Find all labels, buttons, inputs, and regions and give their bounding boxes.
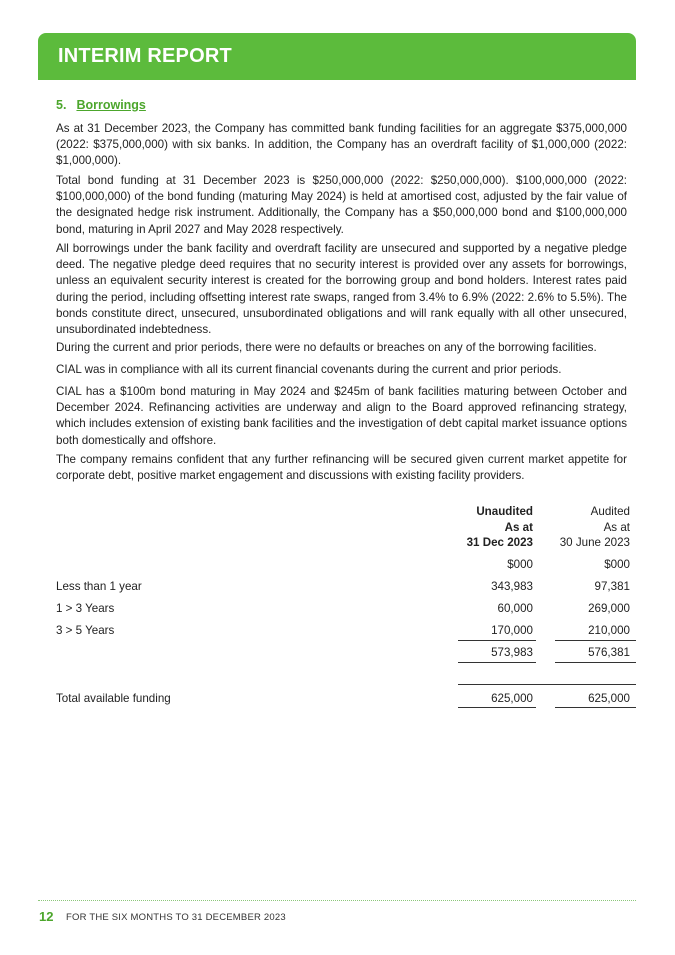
row-label: 1 > 3 Years [56,602,115,615]
row-value-prior: 210,000 [588,624,630,637]
total-current: 625,000 [491,692,533,705]
col2-units: $000 [604,558,630,571]
subtotal-current: 573,983 [491,646,533,659]
footer-divider [38,900,636,901]
paragraph-confidence: The company remains confident that any further refinancing will be secured given current market appetite for corporate debt, positive market engagement and discussions with existing facility providers. [56,453,627,483]
row-label: 3 > 5 Years [56,624,115,637]
paragraph-defaults: During the current and prior periods, there were no defaults or breaches on any of the borrowing facilities. [56,341,597,354]
row-value-current: 60,000 [497,602,533,615]
col1-header-line1: Unaudited [476,505,533,518]
page-number: 12 [39,909,54,924]
row-value-prior: 97,381 [594,580,630,593]
report-title: INTERIM REPORT [58,45,232,67]
total-top-rule [458,684,636,685]
section-heading [56,98,146,112]
subtotal-underline-current [458,662,536,663]
total-prior: 625,000 [588,692,630,705]
subtotal-prior: 576,381 [588,646,630,659]
row-value-current: 170,000 [491,624,533,637]
report-banner [38,33,636,80]
paragraph-covenants: CIAL was in compliance with all its current financial covenants during the current and prior periods. [56,363,562,376]
paragraph-security: All borrowings under the bank facility and overdraft facility are unsecured and supported by a negative pledge deed. The negative pledge deed requires that no security interest is provided over any assets for borrowings, unless an equivalent security interest is created for the borrowing group and bond holders. Interest rates paid during the period, including offsetting interest rate swaps, ranged from 3.4% to 6.9% (2022: 2.6% to 5.5%). The bonds constitute direct, unsecured, unsubordinated obligations and will rank equally with all other unsecured, unsubordinated indebtedness. [56,242,627,337]
row-value-prior: 269,000 [588,602,630,615]
col1-header-line3: 31 Dec 2023 [466,536,533,549]
paragraph-refinancing: CIAL has a $100m bond maturing in May 2024 and $245m of bank facilities maturing between October and December 2024. Refinancing activities are underway and align to the Board approved refinancing strategy, which includes extension of existing bank facilities and the investigation of debt capital market issuance options both domestically and offshore. [56,385,627,447]
total-label: Total available funding [56,692,171,705]
subtotal-rule-current [458,640,536,641]
subtotal-underline-prior [555,662,636,663]
col1-units: $000 [507,558,533,571]
row-label: Less than 1 year [56,580,142,593]
paragraph-facilities: As at 31 December 2023, the Company has committed bank funding facilities for an aggregate $375,000,000 (2022: $375,000,000) with six banks. In addition, the Company has an overdraft facility of $1,000,000 (2022: $1,000,000). [56,122,627,168]
section-title: Borrowings [76,98,146,112]
paragraph-bond-funding: Total bond funding at 31 December 2023 is $250,000,000 (2022: $250,000,000). $100,000,000 (2022: $100,000,000) of the bond funding (maturing May 2024) is held at amortised cost, adjusted by the fair value of the designated hedge risk instrument. Additionally, the Company has a $50,000,000 bond and $100,000,000 bond, maturing in April 2027 and May 2028 respectively. [56,174,627,236]
footer-period-text: FOR THE SIX MONTHS TO 31 DECEMBER 2023 [66,912,286,923]
subtotal-rule-prior [555,640,636,641]
col2-header-line1: Audited [590,505,630,518]
total-underline-current [458,707,536,708]
col1-header-line2: As at [504,521,533,534]
row-value-current: 343,983 [491,580,533,593]
section-number: 5. [56,98,67,112]
total-underline-prior [555,707,636,708]
col2-header-line2: As at [603,521,630,534]
col2-header-line3: 30 June 2023 [559,536,630,549]
